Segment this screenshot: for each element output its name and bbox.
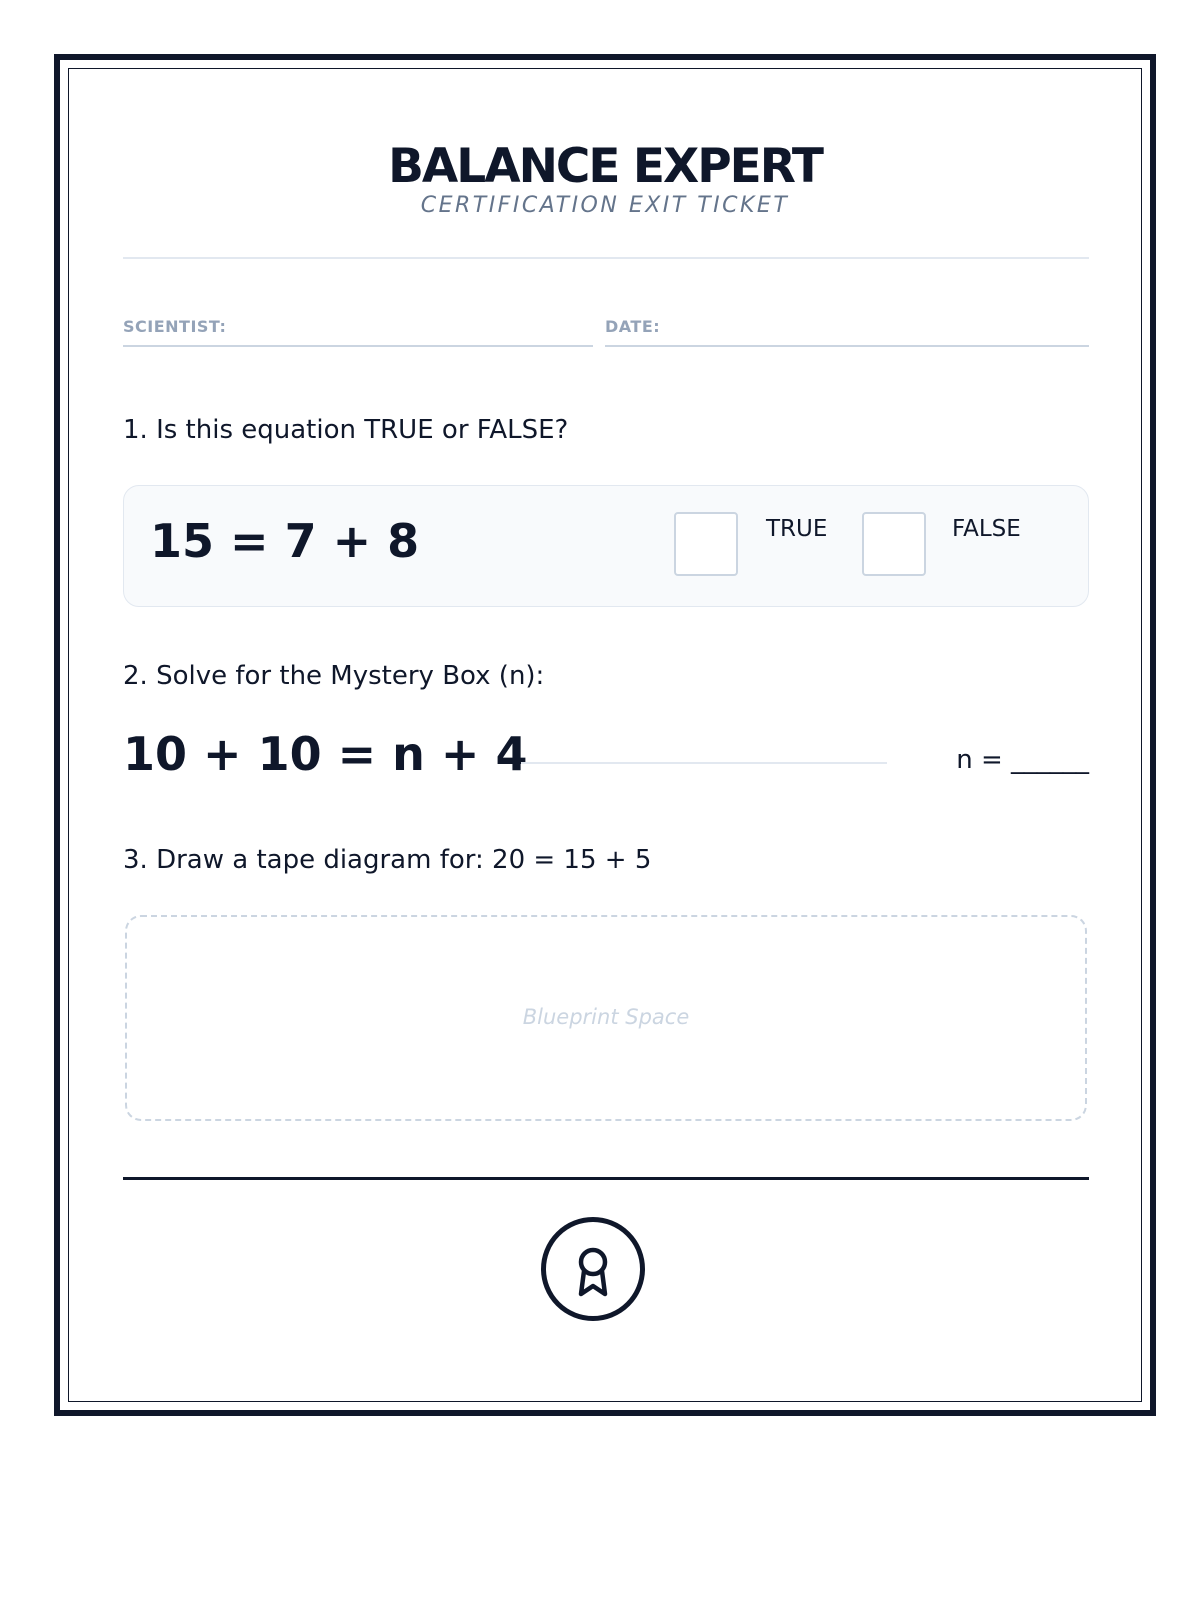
scientist-label: SCIENTIST: [123, 317, 227, 336]
question-1-panel [123, 485, 1089, 607]
header-divider [123, 257, 1089, 259]
blueprint-drawing-area[interactable] [125, 915, 1087, 1121]
date-field[interactable] [605, 317, 1089, 347]
true-label: TRUE [766, 516, 828, 542]
date-label: DATE: [605, 317, 661, 336]
footer-divider [123, 1177, 1089, 1180]
scientist-field[interactable] [123, 317, 593, 347]
true-checkbox[interactable] [674, 512, 738, 576]
ticket-inner-border [68, 68, 1142, 1402]
question-3-prompt: 3. Draw a tape diagram for: 20 = 15 + 5 [123, 845, 652, 875]
false-checkbox[interactable] [862, 512, 926, 576]
award-ribbon-icon [566, 1240, 620, 1300]
question-1-prompt: 1. Is this equation TRUE or FALSE? [123, 415, 569, 445]
question-2-prompt: 2. Solve for the Mystery Box (n): [123, 661, 545, 691]
blueprint-placeholder: Blueprint Space [522, 1005, 690, 1029]
ticket-frame [54, 54, 1156, 1416]
false-label: FALSE [952, 516, 1021, 542]
question-2-equation: 10 + 10 = n + 4 [123, 727, 528, 781]
page-title: BALANCE EXPERT [388, 139, 822, 194]
award-badge [541, 1217, 645, 1321]
page-subtitle: CERTIFICATION EXIT TICKET [420, 193, 790, 218]
question-1-equation: 15 = 7 + 8 [150, 514, 420, 568]
n-answer-field[interactable]: n = ______ [956, 745, 1089, 775]
question-2-work-line [521, 762, 887, 764]
